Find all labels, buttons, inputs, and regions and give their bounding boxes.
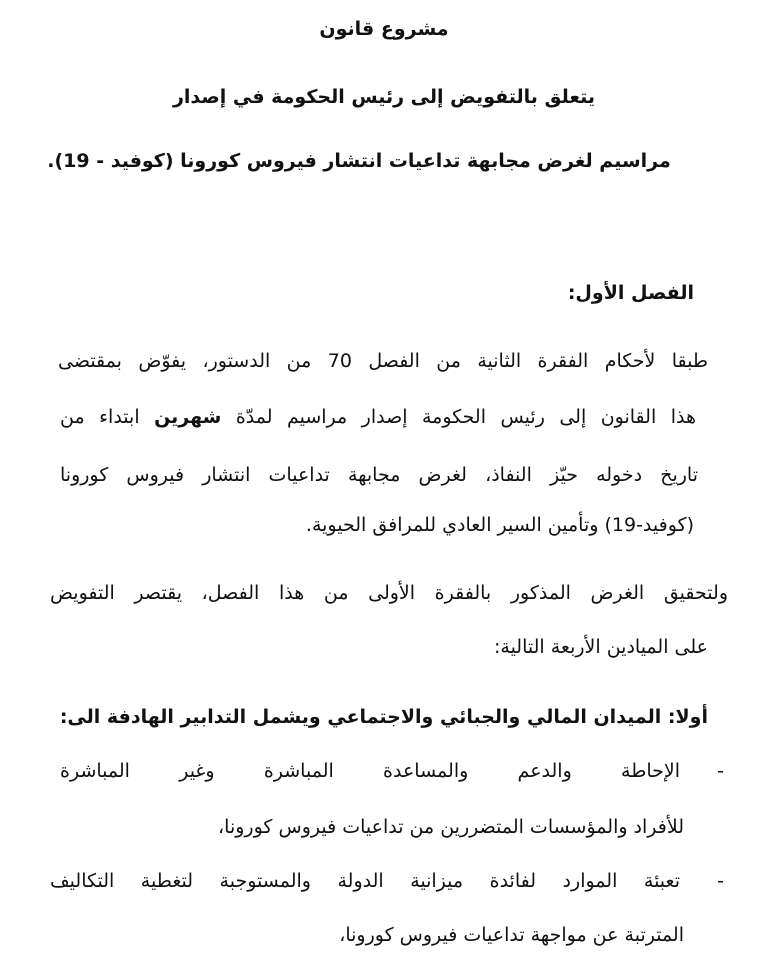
section-1-heading: أولا: الميدان المالي والجبائي والاجتماعي ويشمل التدابير الهادفة الى: — [59, 706, 708, 728]
paragraph-1-line-2-text-a: هذا القانون إلى رئيس الحكومة إصدار مراسيم لمدّة — [235, 406, 696, 428]
paragraph-1-duration: شهرين — [154, 406, 222, 428]
bullet-2-line-2: المترتبة عن مواجهة تداعيات فيروس كورونا، — [339, 924, 684, 946]
paragraph-2-line-1: ولتحقيق الغرض المذكور بالفقرة الأولى من هذا الفصل، يقتصر التفويض — [50, 582, 728, 604]
bullet-1-line-1: الإحاطة والدعم والمساعدة المباشرة وغير المباشرة — [60, 760, 680, 782]
bullet-1-line-2: للأفراد والمؤسسات المتضررين من تداعيات فيروس كورونا، — [218, 816, 684, 838]
paragraph-1-line-4: (كوفيد-19) وتأمين السير العادي للمرافق الحيوية. — [305, 514, 694, 536]
paragraph-1-line-2 — [60, 402, 696, 432]
bullet-2-dash: - — [717, 870, 724, 892]
bullet-2-line-1: تعبئة الموارد لفائدة ميزانية الدولة والمستوجبة لتغطية التكاليف — [50, 870, 680, 892]
paragraph-1-line-2-text-b: ابتداء من — [60, 406, 140, 428]
paragraph-1-line-1: طبقا لأحكام الفقرة الثانية من الفصل 70 من الدستور، يفوّض بمقتضى — [58, 350, 708, 372]
document-subtitle-line-1: يتعلق بالتفويض إلى رئيس الحكومة في إصدار — [172, 86, 596, 108]
paragraph-1-line-3: تاريخ دخوله حيّز النفاذ، لغرض مجابهة تداعيات انتشار فيروس كورونا — [60, 464, 698, 486]
bullet-1-dash: - — [717, 760, 724, 782]
document-subtitle-line-2: مراسيم لغرض مجابهة تداعيات انتشار فيروس كورونا (كوفيد - 19). — [47, 150, 671, 172]
chapter-heading: الفصل الأول: — [567, 282, 694, 304]
paragraph-2-line-2: على الميادين الأربعة التالية: — [493, 636, 708, 658]
document-title: مشروع قانون — [319, 18, 449, 40]
